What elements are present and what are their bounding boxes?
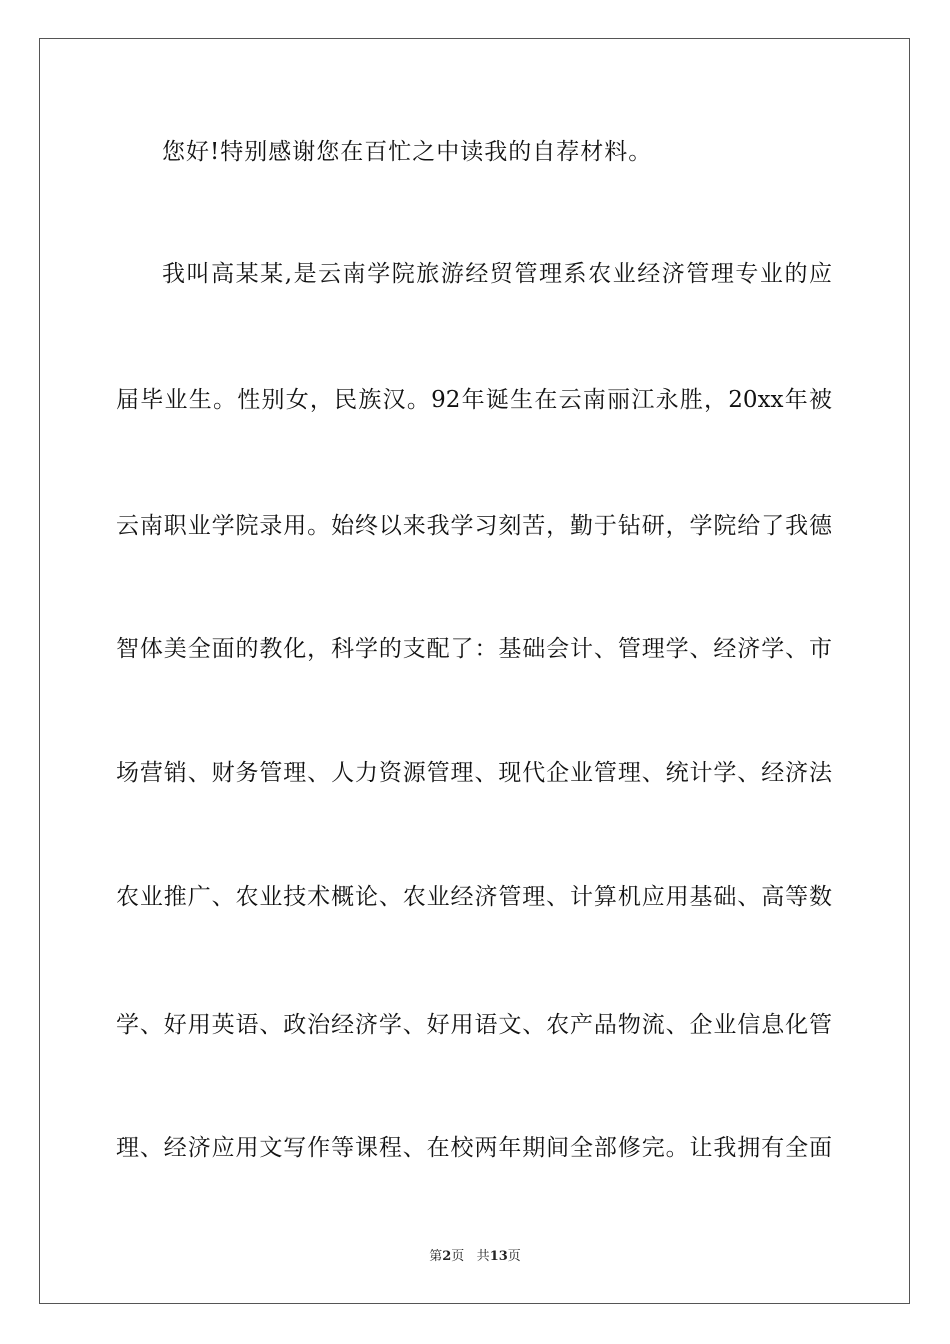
- body-line-1: 我叫高某某,是云南学院旅游经贸管理系农业经济管理专业的应: [162, 261, 832, 287]
- page-border: [39, 38, 910, 1304]
- greeting-line: 您好!特别感谢您在百忙之中读我的自荐材料。: [162, 139, 653, 165]
- body-line-2: 届毕业生。性别女，民族汉。92年诞生在云南丽江永胜，20xx年被: [116, 387, 832, 413]
- footer-page-suffix: 页: [451, 1249, 465, 1264]
- footer-total-prefix: 共: [476, 1249, 490, 1264]
- body-line-4: 智体美全面的教化，科学的支配了：基础会计、管理学、经济学、市: [116, 636, 832, 662]
- body-line-7: 学、好用英语、政治经济学、好用语文、农产品物流、企业信息化管: [116, 1012, 832, 1038]
- body-line-8: 理、经济应用文写作等课程、在校两年期间全部修完。让我拥有全面: [116, 1135, 832, 1161]
- body-line-3: 云南职业学院录用。始终以来我学习刻苦，勤于钻研，学院给了我德: [116, 513, 832, 539]
- footer-total-pages: 13: [489, 1249, 508, 1264]
- footer-total-suffix: 页: [507, 1249, 521, 1264]
- body-line-6: 农业推广、农业技术概论、农业经济管理、计算机应用基础、高等数: [116, 884, 832, 910]
- body-line-5: 场营销、财务管理、人力资源管理、现代企业管理、统计学、经济法: [116, 760, 832, 786]
- page-footer: [0, 1248, 950, 1266]
- footer-page-number: 2: [442, 1249, 452, 1264]
- footer-page-prefix: 第: [429, 1249, 443, 1264]
